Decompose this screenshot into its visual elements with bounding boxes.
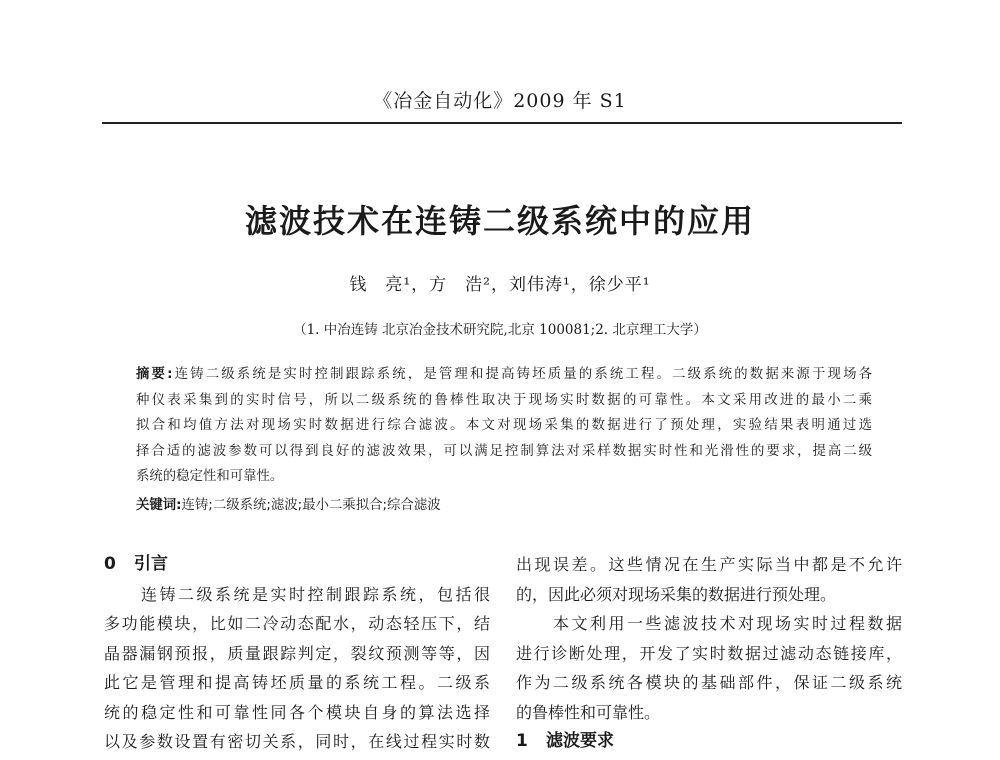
body-line: 此它是管理和提高铸坯质量的系统工程。二级系: [104, 673, 490, 692]
body-line: 的鲁棒性和可靠性。: [516, 702, 661, 722]
section-number: 1: [516, 731, 528, 751]
section-number: 0: [104, 554, 116, 574]
body-line: 本文利用一些滤波技术对现场实时过程数据: [516, 614, 902, 633]
body-line: 出现误差。这些情况在生产实际当中都是不允许: [516, 555, 902, 574]
abstract-line: 种仪表采集到的实时信号，所以二级系统的鲁棒性取决于现场实时数据的可靠性。本文采用改进的最小二乘: [136, 392, 872, 408]
body-line: 统的稳定性和可靠性同各个模块自身的算法选择: [104, 702, 490, 722]
abstract-line: 拟合和均值方法对现场实时数据进行综合滤波。本文对现场采集的数据进行了预处理，实验结果表明通过选: [136, 418, 872, 433]
abstract-line: 系统的稳定性和可靠性。: [136, 469, 284, 484]
header-rule: [102, 122, 902, 124]
section-title: 引言: [134, 554, 168, 574]
body-line: 晶器漏钢预报，质量跟踪判定，裂纹预测等等，因: [104, 643, 490, 663]
abstract-line: 择合适的滤波参数可以得到良好的滤波效果，可以满足控制算法对采样数据实时性和光滑性的要求，提高二级: [136, 443, 872, 459]
body-line: 进行诊断处理，开发了实时数据过滤动态链接库，: [516, 643, 902, 663]
keywords-text: 连铸;二级系统;滤波;最小二乘拟合;综合滤波: [181, 498, 441, 513]
paper-authors: 钱 亮¹，方 浩²，刘伟涛¹，徐少平¹: [349, 275, 651, 295]
journal-header: 《冶金自动化》2009 年 S1: [373, 90, 627, 112]
body-line: 连铸二级系统是实时控制跟踪系统，包括很: [104, 584, 490, 604]
abstract-label: 摘要:: [136, 367, 173, 382]
paper-affiliation: （1. 中冶连铸 北京冶金技术研究院,北京 100081;2. 北京理工大学）: [293, 322, 707, 338]
abstract-line: 摘要:连铸二级系统是实时控制跟踪系统，是管理和提高铸坯质量的系统工程。二级系统的数据来源于现场各: [136, 367, 872, 382]
body-column-left: [104, 550, 490, 757]
body-line: 以及参数设置有密切关系，同时，在线过程实时数: [104, 732, 490, 751]
body-line: 作为二级系统各模块的基础部件，保证二级系统: [516, 673, 902, 692]
paper-title: 滤波技术在连铸二级系统中的应用: [244, 202, 755, 240]
section-heading-intro: [104, 550, 490, 580]
keywords-label: 关键词:: [136, 498, 182, 513]
section-title: 滤波要求: [546, 731, 614, 751]
body-column-right: [516, 550, 902, 757]
body-line: 多功能模块，比如二冷动态配水，动态轻压下，结: [104, 614, 490, 633]
keywords: [136, 494, 872, 513]
section-heading-filter: [516, 727, 902, 757]
abstract: [136, 362, 872, 490]
body-line: 的，因此必须对现场采集的数据进行预处理。: [516, 584, 837, 604]
